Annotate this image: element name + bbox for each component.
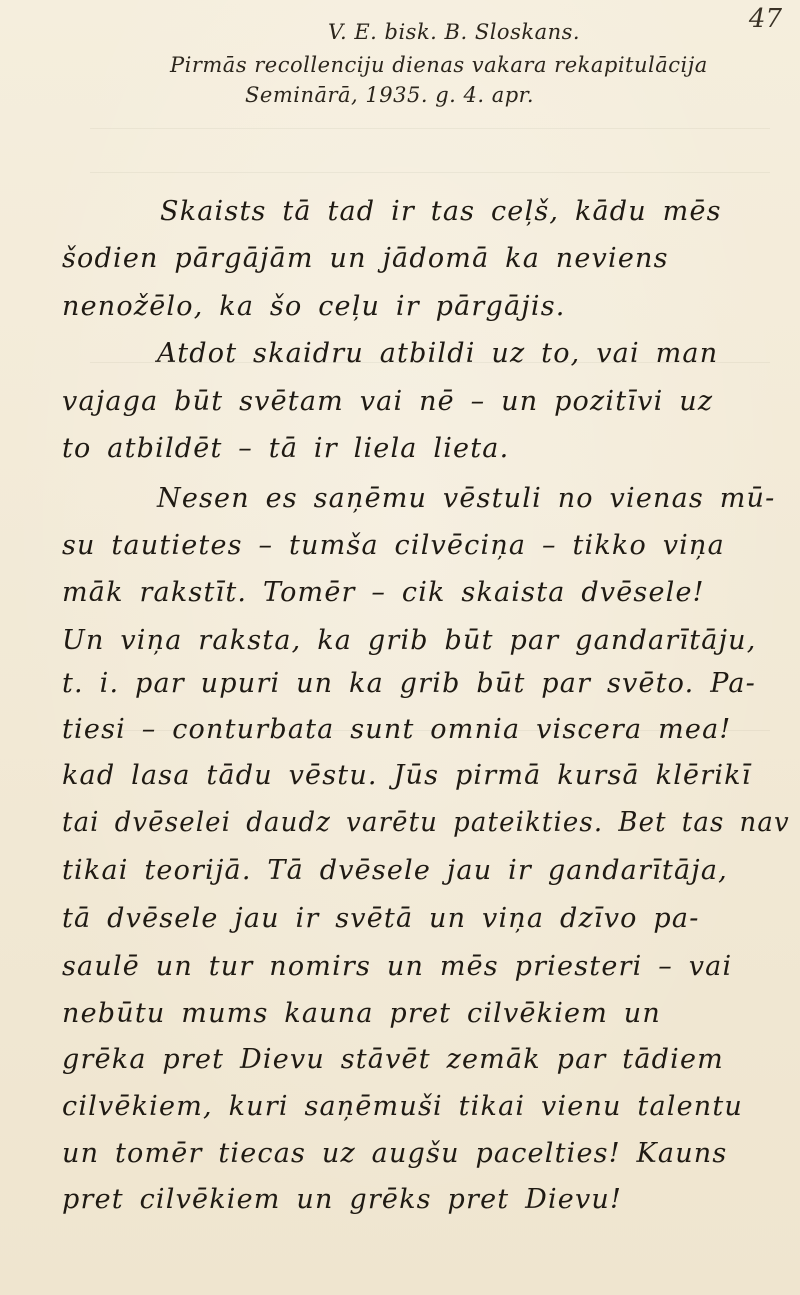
page-number: 47: [748, 4, 782, 34]
text-line: nenožēlo, ka šo ceļu ir pārgājis.: [62, 291, 566, 322]
header-title: Pirmās recollenciju dienas vakara rekapitulācija: [170, 53, 708, 77]
text-line: saulē un tur nomirs un mēs priesteri – vai: [62, 951, 733, 982]
text-line: tai dvēselei daudz varētu pateikties. Bet tas nav: [62, 807, 790, 838]
text-line: tikai teorijā. Tā dvēsele jau ir gandarītāja,: [62, 855, 728, 886]
text-line: nebūtu mums kauna pret cilvēkiem un: [62, 998, 661, 1029]
text-line: un tomēr tiecas uz augšu pacelties! Kauns: [62, 1138, 728, 1169]
header-author: V. E. bisk. B. Sloskans.: [328, 20, 581, 44]
text-line: Skaists tā tad ir tas ceļš, kādu mēs: [160, 196, 722, 227]
text-line: kad lasa tādu vēstu. Jūs pirmā kursā klērikī: [62, 760, 752, 791]
text-line: pret cilvēkiem un grēks pret Dievu!: [62, 1184, 623, 1215]
text-line: grēka pret Dievu stāvēt zemāk par tādiem: [62, 1044, 724, 1075]
text-line: šodien pārgājām un jādomā ka neviens: [62, 243, 669, 274]
text-line: Nesen es saņēmu vēstuli no vienas mū-: [157, 483, 776, 514]
text-line: cilvēkiem, kuri saņēmuši tikai vienu talentu: [62, 1091, 744, 1122]
text-line: to atbildēt – tā ir liela lieta.: [62, 433, 510, 464]
text-line: su tautietes – tumša cilvēciņa – tikko viņa: [62, 530, 725, 561]
text-line: tā dvēsele jau ir svētā un viņa dzīvo pa-: [62, 903, 700, 934]
text-line: Atdot skaidru atbildi uz to, vai man: [157, 338, 719, 369]
text-line: Un viņa raksta, ka grib būt par gandarītāju,: [62, 625, 757, 656]
text-line: māk rakstīt. Tomēr – cik skaista dvēsele!: [62, 577, 705, 608]
text-line: tiesi – conturbata sunt omnia viscera mea!: [62, 714, 732, 745]
text-line: vajaga būt svētam vai nē – un pozitīvi uz: [62, 386, 714, 417]
header-place-date: Seminārā, 1935. g. 4. apr.: [245, 83, 535, 107]
text-line: t. i. par upuri un ka grib būt par svēto. Pa-: [62, 668, 756, 699]
